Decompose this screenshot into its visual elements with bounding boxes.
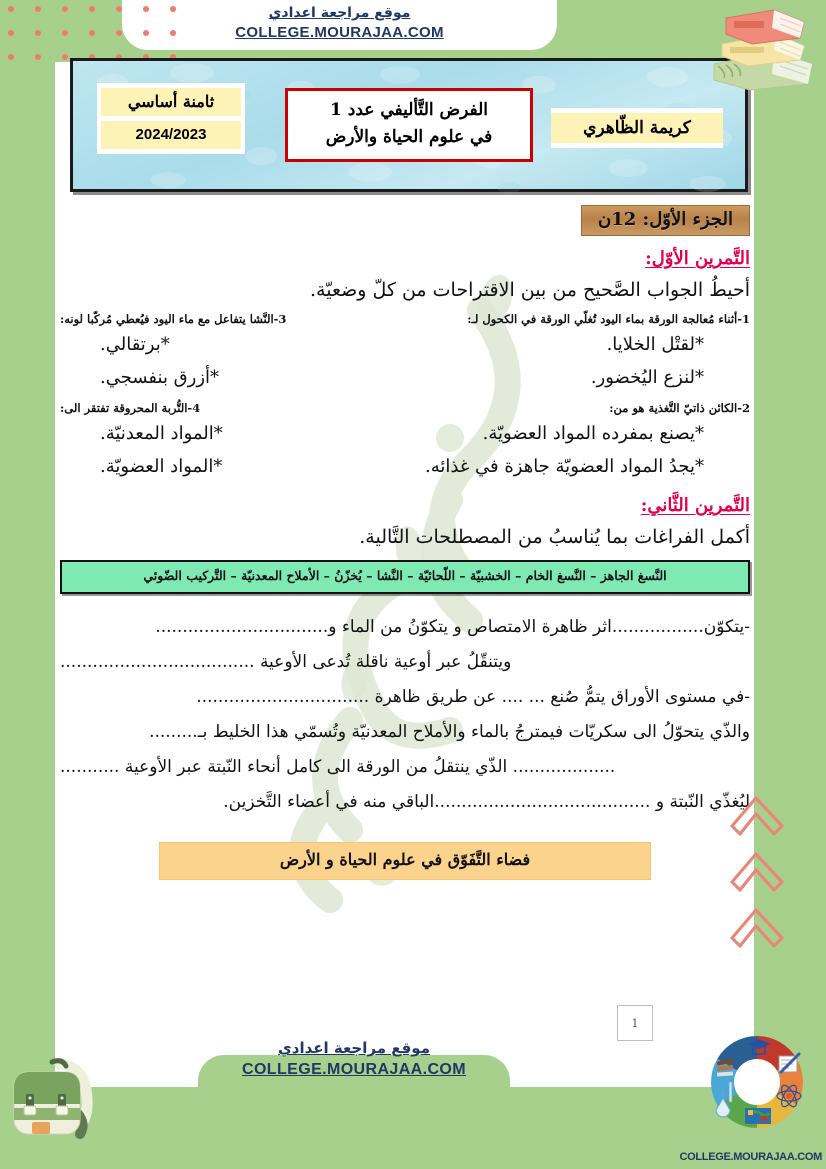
header-site-link[interactable]	[122, 4, 557, 43]
term-bank-text: النَّسغ الجاهز – النَّسغ الخام – الخشبيّة – اللّحائيّة – النَّشا – يُخزّنُ – الأملاح المعدنيّة – التَّركيب الضّوئي	[143, 568, 667, 583]
stacked-books-icon	[700, 2, 818, 99]
footer-site-link-url: COLLEGE.MOURAJAA.COM	[242, 1061, 466, 1078]
question-3-option-b[interactable]: *أزرق بنفسجي.	[100, 367, 220, 388]
question-1-option-a[interactable]: *لقتْل الخلايا.	[606, 334, 704, 355]
blank-line-5[interactable]: ................... الذّي ينتقلُ من الورقة الى كامل أنحاء النّبتة عبر الأوعية ...........	[60, 757, 616, 777]
fill-in-blanks-list	[60, 610, 750, 820]
header-site-link-arabic: موقع مراجعة اعدادي	[268, 5, 411, 21]
term-bank-box	[60, 560, 750, 594]
footer-site-link[interactable]	[198, 1038, 510, 1081]
worksheet-content	[60, 205, 750, 880]
teacher-name-block	[551, 108, 723, 148]
question-3-option-a[interactable]: *برتقالي.	[100, 334, 170, 355]
question-row-2	[60, 400, 750, 483]
footer-site-link-arabic: موقع مراجعة اعدادي	[278, 1039, 430, 1057]
question-row-1	[60, 311, 750, 394]
education-wheel-logo	[698, 1030, 816, 1147]
page-number-box	[617, 1005, 653, 1041]
question-4-stem: 4-التُّربة المحروقة تفتقر الى:	[60, 401, 201, 415]
exercise-one-instruction: أحيطُ الجواب الصَّحيح من بين الاقتراحات من كلّ وضعيّة.	[310, 279, 750, 301]
header-site-link-url: COLLEGE.MOURAJAA.COM	[235, 24, 444, 41]
part-one-bar: الجزء الأوّل: 12ن	[581, 205, 750, 236]
exercise-one-title-row	[60, 248, 750, 269]
part-one-header-row	[60, 205, 750, 236]
top-left-green-notch	[0, 62, 55, 132]
exam-title-block	[285, 88, 533, 162]
teacher-name-label: كريمة الظّاهري	[551, 113, 723, 143]
blank-line-3[interactable]: -في مستوى الأوراق يتمُّ صُنع ... .... عن طريق ظاهرة ................................	[196, 687, 750, 707]
question-1-stem: 1-أثناء مُعالجة الورقة بماء اليود تُغلّي الورقة في الكحول لـ:	[467, 312, 750, 326]
blank-line-4[interactable]: والذّي يتحوّلُ الى سكريّات فيمترجُ بالماء والأملاح المعدنيّة وتُسمّي هذا الخليط بـ.........	[149, 722, 750, 742]
question-2-option-b[interactable]: *يجدُ المواد العضويّة جاهزة في غذائه.	[425, 456, 704, 477]
grade-level-label: ثامنة أساسي	[101, 88, 241, 116]
promo-banner-label: فضاء التَّفَوّق في علوم الحياة و الأرض	[279, 850, 531, 869]
question-2-option-a[interactable]: *يصنع بمفرده المواد العضويّة.	[482, 423, 704, 444]
exam-header-box	[70, 58, 748, 192]
exercise-two-instruction: أكمل الفراغات بما يُناسبُ من المصطلحات التَّالية.	[359, 526, 750, 548]
backpack-icon	[2, 1048, 114, 1153]
globe-motif	[745, 1108, 771, 1124]
chevron-decoration	[726, 790, 798, 965]
question-1-block	[407, 311, 750, 394]
question-4-option-a[interactable]: *المواد المعدنيّة.	[100, 423, 223, 444]
question-3-block	[60, 311, 403, 394]
blank-line-2[interactable]: ويتنقّلُ عبر أوعية ناقلة تُدعى الأوعية ....................................	[60, 652, 512, 672]
exam-title-line-2: في علوم الحياة والأرض	[325, 127, 493, 147]
left-green-band	[0, 0, 55, 1169]
question-3-stem: 3-النَّشا يتفاعل مع ماء اليود فيُعطي مُركّبا لونه:	[60, 312, 287, 326]
question-1-option-b[interactable]: *لنزع اليُخضور.	[590, 367, 704, 388]
question-2-block	[407, 400, 750, 483]
exercise-two-title: التَّمرين الثَّاني:	[640, 495, 750, 516]
question-4-block	[60, 400, 403, 483]
question-4-option-b[interactable]: *المواد العضويّة.	[100, 456, 223, 477]
blank-line-1[interactable]: -يتكوّن.................اثر ظاهرة الامتصاص و يتكوّنُ من الماء و................................	[155, 617, 750, 637]
blank-line-6[interactable]: ليُغذّي النّبتة و ........................................الباقي منه في أعضاء التَّخزين.	[223, 792, 750, 812]
right-green-band	[754, 0, 826, 1169]
level-and-year-block	[97, 83, 245, 154]
exercise-two-title-row	[60, 495, 750, 516]
notebook-pen-motif	[779, 1054, 799, 1072]
page-number-label: 1	[631, 1016, 639, 1030]
exercise-one-title: التَّمرين الأوّل:	[645, 248, 750, 269]
question-2-stem: 2-الكائن ذاتيّ التَّغذية هو من:	[609, 401, 750, 415]
school-year-label: 2024/2023	[101, 121, 241, 149]
exam-title-line-1: الفرض التَّأليفي عدد 1	[330, 100, 488, 120]
promo-banner	[159, 842, 651, 880]
logo-caption-url: COLLEGE.MOURAJAA.COM	[679, 1151, 822, 1163]
